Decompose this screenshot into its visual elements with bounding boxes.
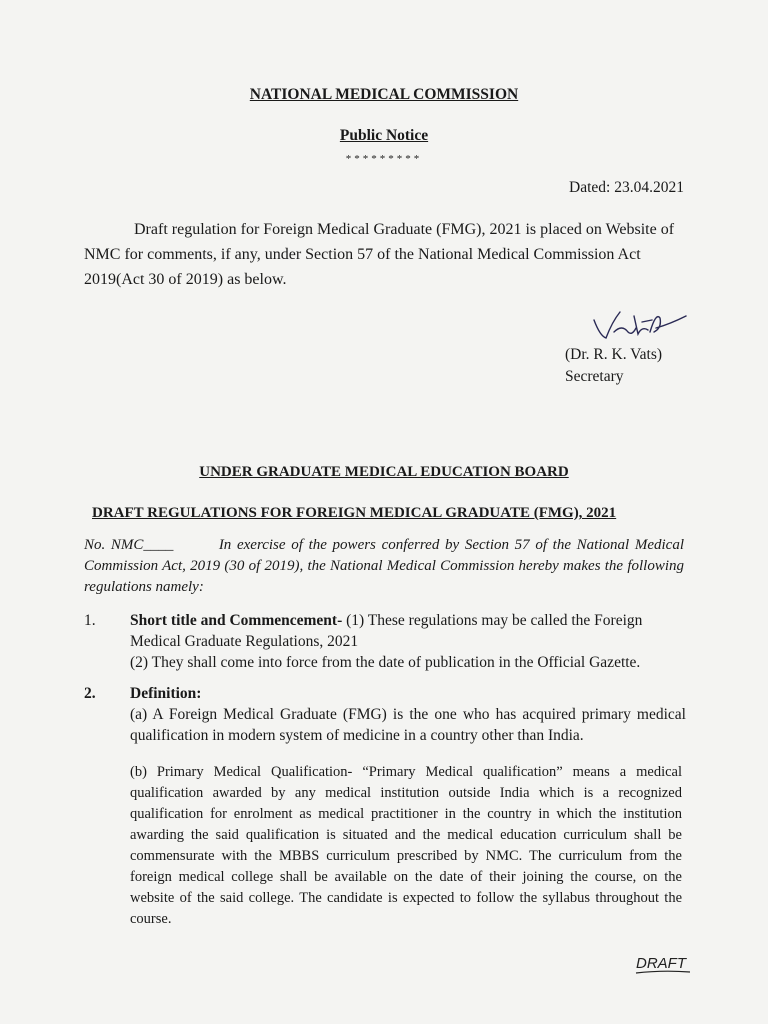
secretary-signature (590, 298, 690, 343)
notification-number: No. NMC____ (84, 537, 174, 553)
board-heading: UNDER GRADUATE MEDICAL EDUCATION BOARD (199, 464, 569, 480)
item-text: (2) They shall come into force from the date of publication in the Official Gazette. (130, 654, 641, 671)
draft-stamp-text: DRAFT (636, 955, 686, 972)
stars-divider: ********* (345, 153, 423, 165)
notice-title: Public Notice (339, 127, 429, 144)
draft-stamp (634, 948, 694, 978)
signatory-block (565, 344, 662, 388)
definition-b: (b) Primary Medical Qualification- “Primary Medical qualification” means a medical qualification awarded by any medical institution outside India which is a recognized qualification for enrolment as medical practitioner in the country in which the institution awarding the said qualification is situated and the medical education curriculum shall be commensurate with the MBBS curriculum prescribed by NMC. The curriculum from the foreign medical college shall be available on the date of their joining the course, on the website of the said college. The candidate is expected to follow the syllabus throughout the course. (130, 764, 682, 927)
item-number: 2. (84, 685, 96, 702)
notice-paragraph-text: Draft regulation for Foreign Medical Graduate (FMG), 2021 is placed on Website of NMC for comments, if any, under Section 57 of the National Medical Commission Act 2019(Act 30 of 2019) as below. (84, 221, 675, 288)
regulations-title: DRAFT REGULATIONS FOR FOREIGN MEDICAL GRADUATE (FMG), 2021 (92, 505, 617, 521)
item-definition (130, 683, 686, 746)
notice-date: Dated: 23.04.2021 (569, 179, 684, 196)
signatory-name: (Dr. R. K. Vats) (565, 346, 663, 363)
item-heading: Short title and Commencement- (130, 612, 343, 629)
item-text: (1) These regulations may be called the Foreign Medical Graduate Regulations, 2021 (130, 612, 643, 650)
item-heading: Definition: (130, 685, 202, 702)
definition-b-block (130, 762, 682, 930)
item-short-title (130, 610, 686, 673)
definition-a: (a) A Foreign Medical Graduate (FMG) is the one who has acquired primary medical qualification in modern system of medicine in a country other than India. (130, 706, 686, 744)
organization-heading: NATIONAL MEDICAL COMMISSION (249, 86, 519, 103)
regulations-intro (84, 535, 684, 598)
notice-paragraph (84, 217, 684, 292)
signatory-designation: Secretary (565, 368, 624, 385)
item-number: 1. (84, 612, 96, 629)
intro-text: In exercise of the powers conferred by Section 57 of the National Medical Commission Act, 2019 (30 of 2019), the National Medical Commission hereby makes the following regulations namely: (84, 537, 684, 595)
